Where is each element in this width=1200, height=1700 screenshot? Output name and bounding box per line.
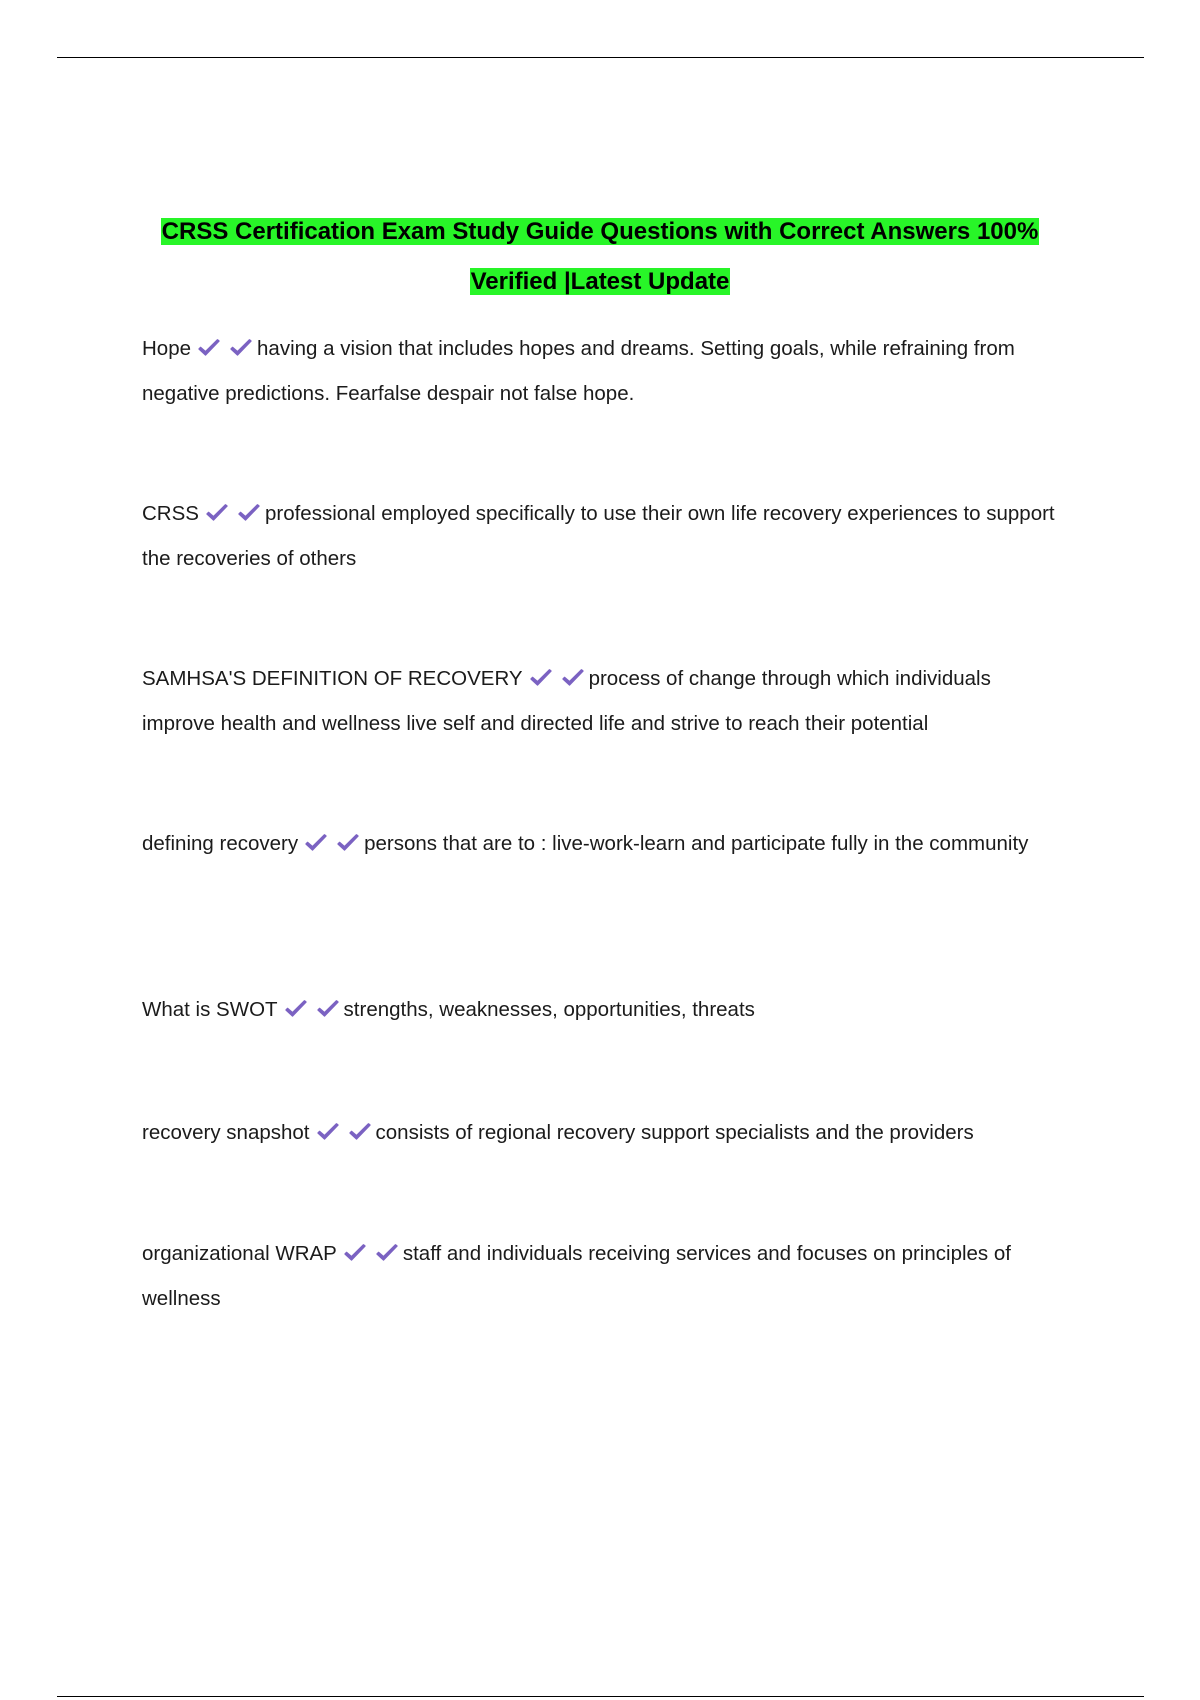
double-check-icon xyxy=(284,998,342,1021)
qa-definition: staff and individuals receiving services and focuses on principles of wellness xyxy=(142,1242,1011,1310)
double-check-icon xyxy=(343,1242,401,1265)
qa-term: Hope xyxy=(142,337,192,360)
check-icon xyxy=(237,503,263,523)
double-check-icon xyxy=(529,667,587,690)
check-icon xyxy=(336,833,362,853)
qa-item-organizational-wrap xyxy=(142,1232,1062,1321)
check-icon xyxy=(375,1243,401,1263)
qa-term: SAMHSA'S DEFINITION OF RECOVERY xyxy=(142,667,523,690)
qa-item-recovery-snapshot xyxy=(142,1111,1062,1156)
qa-definition: persons that are to : live-work-learn and participate fully in the community xyxy=(364,832,1029,855)
double-check-icon xyxy=(197,337,255,360)
check-icon xyxy=(284,999,310,1019)
qa-item-defining-recovery xyxy=(142,822,1062,867)
check-icon xyxy=(316,999,342,1019)
check-icon xyxy=(205,503,231,523)
check-icon xyxy=(529,668,555,688)
check-icon xyxy=(229,338,255,358)
document-title-line-1: CRSS Certification Exam Study Guide Questions with Correct Answers 100% xyxy=(161,218,1039,245)
double-check-icon xyxy=(205,502,263,525)
check-icon xyxy=(348,1122,374,1142)
qa-item-crss xyxy=(142,492,1062,581)
qa-term: organizational WRAP xyxy=(142,1242,337,1265)
check-icon xyxy=(561,668,587,688)
double-check-icon xyxy=(304,832,362,855)
footer-rule xyxy=(57,1696,1144,1697)
qa-definition: process of change through which individuals improve health and wellness live self and directed life and strive to reach their potential xyxy=(142,667,991,735)
qa-term: recovery snapshot xyxy=(142,1121,310,1144)
qa-definition: consists of regional recovery support specialists and the providers xyxy=(375,1121,974,1144)
check-icon xyxy=(197,338,223,358)
qa-term: What is SWOT xyxy=(142,998,278,1021)
qa-item-swot xyxy=(142,988,1062,1033)
double-check-icon xyxy=(316,1121,374,1144)
check-icon xyxy=(316,1122,342,1142)
check-icon xyxy=(343,1243,369,1263)
qa-definition: strengths, weaknesses, opportunities, threats xyxy=(343,998,755,1021)
qa-item-hope xyxy=(142,327,1062,416)
document-title-line-2: Verified |Latest Update xyxy=(470,268,730,295)
qa-item-samhsa-definition xyxy=(142,657,1062,746)
header-rule xyxy=(57,57,1144,58)
check-icon xyxy=(304,833,330,853)
qa-term: CRSS xyxy=(142,502,199,525)
qa-definition: professional employed specifically to use their own life recovery experiences to support the recoveries of others xyxy=(142,502,1055,570)
qa-definition: having a vision that includes hopes and dreams. Setting goals, while refraining from negative predictions. Fearfalse despair not false hope. xyxy=(142,337,1015,405)
qa-term: defining recovery xyxy=(142,832,299,855)
